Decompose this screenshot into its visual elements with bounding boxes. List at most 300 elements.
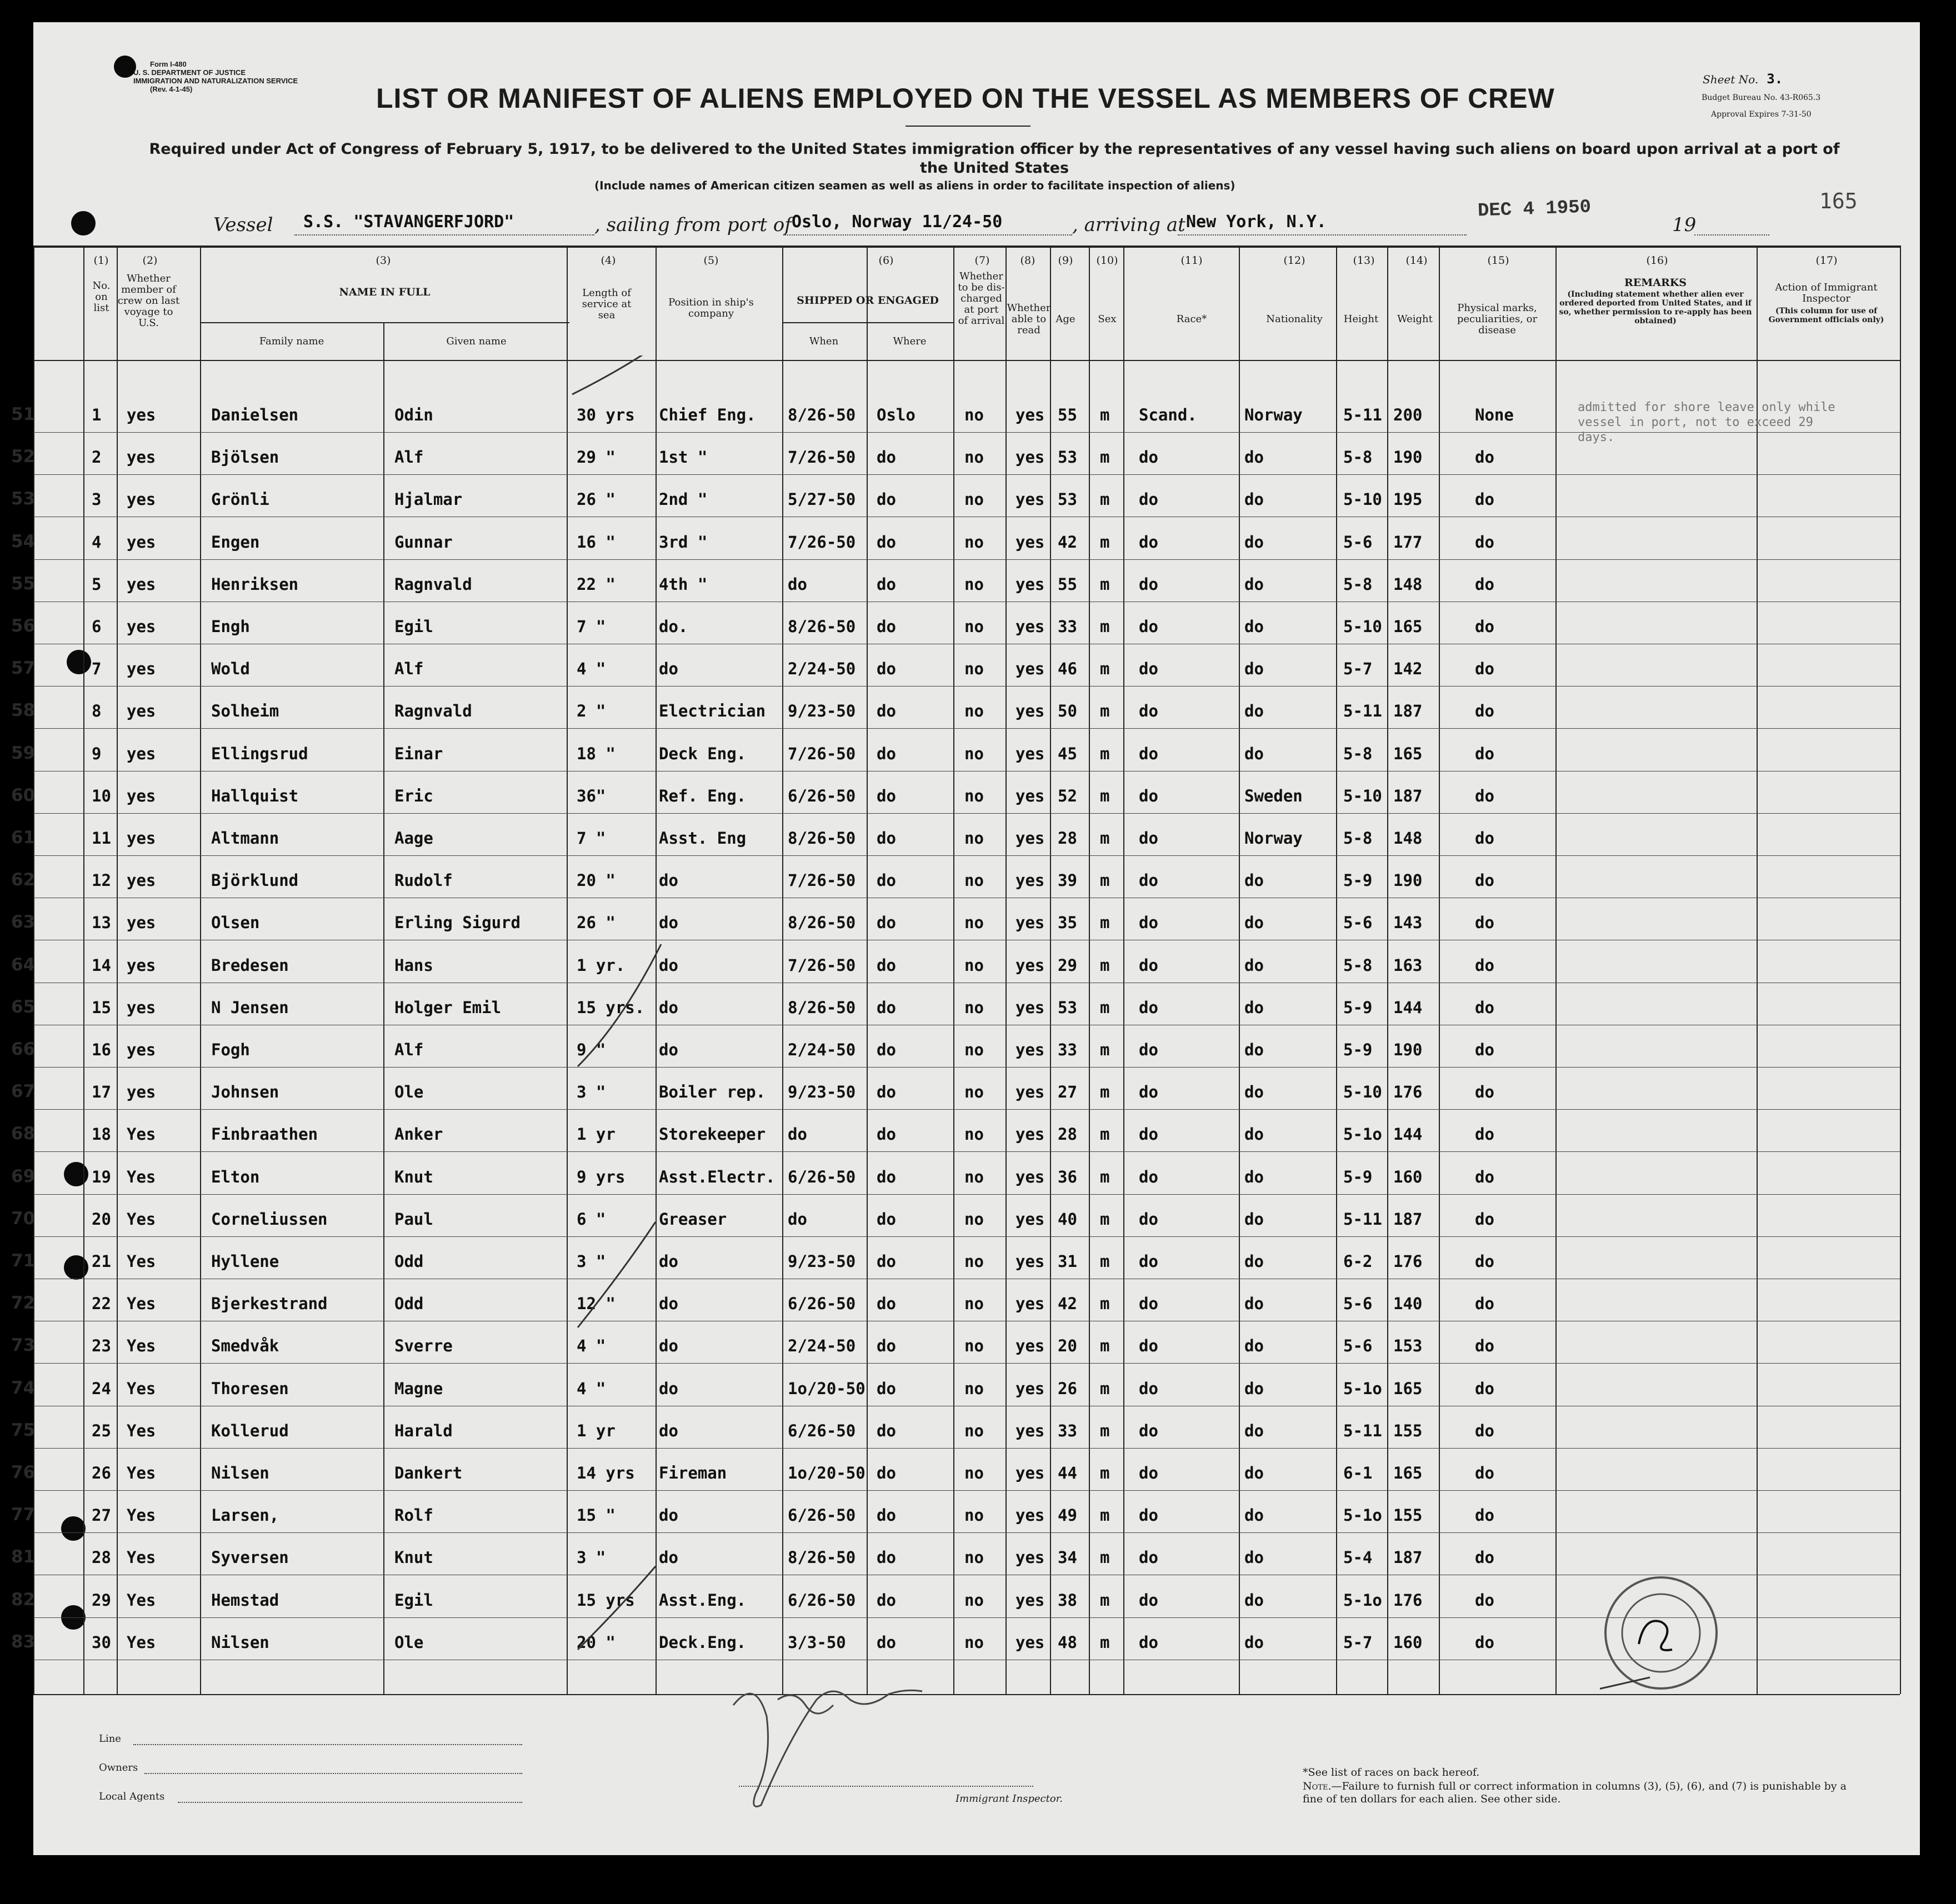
binder-hole (61, 1516, 86, 1541)
cell-nationality: do (1244, 871, 1264, 890)
cell-shipped-when: 6/26-50 (788, 1421, 856, 1440)
cell-shipped-when: 9/23-50 (788, 1252, 856, 1271)
cell-weight: 140 (1393, 1294, 1423, 1314)
cell-weight: 148 (1393, 574, 1423, 594)
cell-height: 5-1o (1343, 1125, 1382, 1144)
cell-shipped-where: do (877, 448, 896, 467)
cell-list-number: 26 (92, 1464, 111, 1482)
cell-position: do (659, 1294, 678, 1314)
cell-list-number: 7 (92, 659, 102, 679)
cell-nationality: do (1244, 617, 1264, 636)
table-column-rule (1050, 245, 1051, 1694)
cell-shipped-when: 8/26-50 (788, 1548, 856, 1567)
cell-height: 5-10 (1343, 786, 1382, 805)
cell-shipped-when: 6/26-50 (788, 786, 856, 805)
cell-shipped-when: 8/26-50 (788, 913, 856, 933)
cell-shipped-when: 7/26-50 (788, 448, 856, 467)
cell-shipped-where: do (877, 617, 896, 636)
cell-physical-marks: do (1475, 702, 1494, 721)
table-column-rule (867, 245, 868, 1694)
cell-age: 36 (1058, 1167, 1077, 1186)
col-header-member-last-voyage: Whether member of crew on last voyage to U.S. (117, 273, 180, 329)
cell-discharged: no (964, 702, 984, 721)
form-id-block (133, 60, 298, 93)
cell-age: 27 (1058, 1083, 1077, 1102)
cell-given-name: Rolf (394, 1506, 433, 1525)
cell-sex: m (1100, 1252, 1110, 1271)
cell-discharged: no (964, 574, 984, 594)
cell-discharged: no (964, 659, 984, 679)
cell-height: 5-8 (1343, 574, 1373, 594)
cell-discharged: no (964, 617, 984, 636)
cell-position: do (659, 1548, 678, 1567)
cell-shipped-where: do (877, 532, 896, 552)
cell-physical-marks: do (1475, 1506, 1494, 1525)
cell-physical-marks: do (1475, 1632, 1494, 1652)
cell-position: do (659, 1379, 678, 1398)
cell-height: 5-7 (1343, 1632, 1373, 1652)
cell-age: 40 (1058, 1209, 1077, 1229)
cell-shipped-when: 8/26-50 (788, 405, 856, 424)
cell-last-voyage: yes (127, 659, 156, 679)
cell-able-to-read: yes (1015, 829, 1045, 848)
row-rule (33, 1363, 1900, 1364)
cell-family-name: Kollerud (211, 1421, 289, 1440)
margin-line-number: 71 (11, 1251, 36, 1271)
cell-weight: 187 (1393, 1209, 1423, 1229)
row-rule (33, 474, 1900, 475)
cell-age: 55 (1058, 574, 1077, 594)
cell-length-service: 20 " (577, 1632, 616, 1652)
cell-list-number: 21 (92, 1252, 111, 1271)
cell-last-voyage: Yes (127, 1125, 156, 1144)
col-header-position: Position in ship's company (668, 297, 754, 319)
row-rule (33, 1236, 1900, 1237)
row-rule (33, 813, 1900, 814)
cell-nationality: do (1244, 1209, 1264, 1229)
cell-height: 5-8 (1343, 744, 1373, 763)
cell-sex: m (1100, 1167, 1110, 1186)
cell-weight: 190 (1393, 1040, 1423, 1059)
cell-given-name: Odin (394, 405, 433, 424)
budget-number: Budget Bureau No. 43-R065.3 (1702, 93, 1821, 102)
table-column-rule (1336, 245, 1337, 1694)
cell-list-number: 20 (92, 1209, 111, 1229)
cell-given-name: Knut (394, 1167, 433, 1186)
binder-hole (67, 650, 91, 674)
include-note: (Include names of American citizen seamen as well as aliens in order to facilitate inspection of aliens) (594, 179, 1235, 192)
name-subheader-rule (200, 322, 569, 323)
cell-shipped-where: Oslo (877, 405, 916, 424)
margin-line-number: 74 (11, 1377, 36, 1398)
cell-sex: m (1100, 405, 1110, 424)
cell-weight: 176 (1393, 1590, 1423, 1610)
cell-last-voyage: yes (127, 574, 156, 594)
cell-weight: 155 (1393, 1421, 1423, 1440)
cell-age: 39 (1058, 871, 1077, 890)
cell-last-voyage: Yes (127, 1548, 156, 1567)
cell-last-voyage: yes (127, 702, 156, 721)
cell-family-name: Engh (211, 617, 250, 636)
col-header-physical-marks: Physical marks, peculiarities, or disease (1457, 302, 1538, 336)
cell-list-number: 3 (92, 490, 102, 509)
cell-age: 33 (1058, 1421, 1077, 1440)
binder-hole (64, 1162, 88, 1186)
col-header-no-on-list: No. on list (92, 280, 111, 314)
margin-line-number: 65 (11, 996, 36, 1017)
form-number: Form I-480 (150, 60, 187, 68)
footer-races-note: *See list of races on back hereof. (1303, 1766, 1480, 1778)
col-header-when: When (809, 335, 839, 347)
margin-line-number: 67 (11, 1081, 36, 1102)
table-column-rule (1239, 245, 1240, 1694)
cell-family-name: Corneliussen (211, 1209, 328, 1229)
cell-position: Asst.Electr. (659, 1167, 776, 1186)
cell-list-number: 15 (92, 998, 111, 1017)
cell-position: Asst.Eng. (659, 1590, 747, 1610)
form-rev: (Rev. 4-1-45) (150, 85, 193, 93)
cell-family-name: Hemstad (211, 1590, 279, 1610)
cell-age: 29 (1058, 955, 1077, 975)
cell-weight: 177 (1393, 532, 1423, 552)
cell-discharged: no (964, 1294, 984, 1314)
table-column-rule (200, 245, 201, 1694)
cell-shipped-when: 5/27-50 (788, 490, 856, 509)
cell-shipped-when: 8/26-50 (788, 617, 856, 636)
cell-race: do (1139, 1209, 1158, 1229)
cell-shipped-where: do (877, 829, 896, 848)
cell-height: 5-9 (1343, 998, 1373, 1017)
cell-position: Fireman (659, 1464, 727, 1482)
cell-age: 44 (1058, 1464, 1077, 1482)
subtitle: Required under Act of Congress of February 5, 1917, to be delivered to the United States immigration officer by the representatives of any vessel having such aliens on board upon arrival at a port of the United States (149, 141, 1840, 177)
sheet-number-block (1703, 71, 1783, 87)
cell-weight: 144 (1393, 998, 1423, 1017)
cell-weight: 148 (1393, 829, 1423, 848)
cell-family-name: Henriksen (211, 574, 299, 594)
cell-length-service: 15 " (577, 1506, 616, 1525)
cell-physical-marks: do (1475, 617, 1494, 636)
margin-line-number: 52 (11, 447, 36, 467)
cell-length-service: 15 yrs. (577, 998, 645, 1017)
row-rule (33, 728, 1900, 729)
cell-able-to-read: yes (1015, 1209, 1045, 1229)
cell-given-name: Einar (394, 744, 443, 763)
table-column-rule (83, 245, 84, 1694)
colnum-15: (15) (1487, 254, 1509, 267)
cell-position: Greaser (659, 1209, 727, 1229)
cell-shipped-where: do (877, 1209, 896, 1229)
colnum-3: (3) (376, 254, 391, 267)
cell-weight: 190 (1393, 871, 1423, 890)
cell-weight: 195 (1393, 490, 1423, 509)
cell-nationality: Sweden (1244, 786, 1303, 805)
cell-weight: 155 (1393, 1506, 1423, 1525)
margin-line-number: 64 (11, 954, 36, 975)
cell-shipped-where: do (877, 1548, 896, 1567)
cell-list-number: 4 (92, 532, 102, 552)
cell-race: do (1139, 1083, 1158, 1102)
cell-weight: 187 (1393, 702, 1423, 721)
cell-family-name: Olsen (211, 913, 260, 933)
cell-last-voyage: yes (127, 871, 156, 890)
cell-nationality: do (1244, 1506, 1264, 1525)
cell-weight: 190 (1393, 448, 1423, 467)
footer-note-label: Note. (1303, 1780, 1332, 1792)
margin-line-number: 63 (11, 912, 36, 933)
cell-able-to-read: yes (1015, 448, 1045, 467)
col-header-family-name: Family name (259, 335, 324, 347)
cell-race: do (1139, 617, 1158, 636)
cell-shipped-where: do (877, 1379, 896, 1398)
cell-list-number: 8 (92, 702, 102, 721)
cell-height: 5-11 (1343, 1421, 1382, 1440)
cell-age: 34 (1058, 1548, 1077, 1567)
cell-race: do (1139, 871, 1158, 890)
cell-length-service: 36" (577, 786, 606, 805)
cell-position: Ref. Eng. (659, 786, 747, 805)
cell-height: 5-6 (1343, 532, 1373, 552)
table-column-rule (1757, 245, 1758, 1694)
cell-length-service: 4 " (577, 659, 606, 679)
row-rule (33, 1109, 1900, 1110)
margin-line-number: 70 (11, 1208, 36, 1229)
cell-nationality: do (1244, 448, 1264, 467)
cell-age: 50 (1058, 702, 1077, 721)
cell-list-number: 5 (92, 574, 102, 594)
cell-weight: 143 (1393, 913, 1423, 933)
cell-height: 5-10 (1343, 617, 1382, 636)
cell-given-name: Egil (394, 617, 433, 636)
cell-discharged: no (964, 998, 984, 1017)
cell-shipped-where: do (877, 659, 896, 679)
cell-nationality: do (1244, 1083, 1264, 1102)
row-rule (33, 686, 1900, 687)
cell-family-name: Hallquist (211, 786, 299, 805)
cell-race: do (1139, 1632, 1158, 1652)
cell-discharged: no (964, 1040, 984, 1059)
col-header-nationality: Nationality (1266, 313, 1323, 325)
margin-line-number: 73 (11, 1335, 36, 1356)
cell-list-number: 12 (92, 871, 111, 890)
cell-physical-marks: do (1475, 1590, 1494, 1610)
cell-nationality: Norway (1244, 829, 1303, 848)
cell-able-to-read: yes (1015, 871, 1045, 890)
cell-age: 53 (1058, 490, 1077, 509)
margin-line-number: 58 (11, 700, 36, 721)
cell-weight: 187 (1393, 786, 1423, 805)
cell-discharged: no (964, 1590, 984, 1610)
col-header-height: Height (1343, 313, 1379, 325)
cell-list-number: 13 (92, 913, 111, 933)
cell-shipped-when: 2/24-50 (788, 1336, 856, 1356)
table-column-rule (1555, 245, 1557, 1694)
cell-height: 5-1o (1343, 1590, 1382, 1610)
cell-last-voyage: yes (127, 448, 156, 467)
cell-length-service: 12 " (577, 1294, 616, 1314)
cell-shipped-where: do (877, 1632, 896, 1652)
cell-shipped-when: 9/23-50 (788, 1083, 856, 1102)
cell-height: 5-1o (1343, 1506, 1382, 1525)
cell-weight: 142 (1393, 659, 1423, 679)
cell-age: 49 (1058, 1506, 1077, 1525)
cell-shipped-where: do (877, 1252, 896, 1271)
cell-family-name: Wold (211, 659, 250, 679)
cell-family-name: Bredesen (211, 955, 289, 975)
cell-given-name: Aage (394, 829, 433, 848)
sailing-port: Oslo, Norway 11/24-50 (792, 212, 1003, 232)
row-rule (33, 1490, 1900, 1491)
cell-able-to-read: yes (1015, 1421, 1045, 1440)
cell-shipped-where: do (877, 1464, 896, 1482)
cell-weight: 163 (1393, 955, 1423, 975)
colnum-2: (2) (142, 254, 158, 267)
cell-height: 5-10 (1343, 490, 1382, 509)
cell-length-service: 1 yr. (577, 955, 626, 975)
cell-given-name: Paul (394, 1209, 433, 1229)
cell-race: do (1139, 1252, 1158, 1271)
cell-shipped-where: do (877, 1590, 896, 1610)
footer-owners-label: Owners (99, 1762, 138, 1773)
cell-sex: m (1100, 490, 1110, 509)
cell-sex: m (1100, 1336, 1110, 1356)
cell-given-name: Ragnvald (394, 702, 472, 721)
cell-last-voyage: yes (127, 1083, 156, 1102)
cell-physical-marks: do (1475, 998, 1494, 1017)
cell-last-voyage: yes (127, 829, 156, 848)
cell-position: 2nd " (659, 490, 708, 509)
cell-age: 28 (1058, 1125, 1077, 1144)
cell-nationality: do (1244, 532, 1264, 552)
cell-race: do (1139, 702, 1158, 721)
cell-sex: m (1100, 1632, 1110, 1652)
col-header-action-inspector: Action of Immigrant Inspector (1775, 282, 1878, 304)
cell-nationality: do (1244, 998, 1264, 1017)
cell-able-to-read: yes (1015, 574, 1045, 594)
margin-line-number: 68 (11, 1124, 36, 1144)
cell-length-service: 6 " (577, 1209, 606, 1229)
cell-physical-marks: do (1475, 448, 1494, 467)
cell-race: do (1139, 744, 1158, 763)
cell-sex: m (1100, 702, 1110, 721)
cell-height: 5-6 (1343, 1336, 1373, 1356)
cell-sex: m (1100, 448, 1110, 467)
cell-shipped-when: 1o/20-50 (788, 1379, 866, 1398)
cell-able-to-read: yes (1015, 744, 1045, 763)
cell-given-name: Knut (394, 1548, 433, 1567)
vessel-label: Vessel (213, 214, 273, 236)
footer-local-agents-label: Local Agents (99, 1791, 165, 1802)
cell-position: do (659, 1252, 678, 1271)
cell-age: 33 (1058, 617, 1077, 636)
cell-last-voyage: yes (127, 955, 156, 975)
cell-physical-marks: do (1475, 1379, 1494, 1398)
cell-given-name: Egil (394, 1590, 433, 1610)
sheet-number-value: 3. (1767, 71, 1783, 87)
cell-physical-marks: do (1475, 1209, 1494, 1229)
cell-discharged: no (964, 448, 984, 467)
cell-family-name: Finbraathen (211, 1125, 318, 1144)
cell-last-voyage: Yes (127, 1506, 156, 1525)
cell-family-name: Danielsen (211, 405, 299, 424)
cell-height: 5-4 (1343, 1548, 1373, 1567)
cell-physical-marks: do (1475, 1548, 1494, 1567)
cell-shipped-where: do (877, 702, 896, 721)
cell-height: 5-11 (1343, 702, 1382, 721)
cell-physical-marks: do (1475, 1125, 1494, 1144)
footer-owners-field (144, 1773, 522, 1774)
cell-shipped-when: 7/26-50 (788, 871, 856, 890)
page-number: 165 (1819, 189, 1858, 213)
footer-immigrant-inspector: Immigrant Inspector. (956, 1793, 1063, 1805)
cell-able-to-read: yes (1015, 1125, 1045, 1144)
cell-discharged: no (964, 871, 984, 890)
cell-physical-marks: do (1475, 1040, 1494, 1059)
cell-position: do (659, 871, 678, 890)
cell-nationality: do (1244, 1379, 1264, 1398)
cell-list-number: 28 (92, 1548, 111, 1567)
cell-physical-marks: do (1475, 1167, 1494, 1186)
cell-height: 5-8 (1343, 829, 1373, 848)
cell-age: 33 (1058, 1040, 1077, 1059)
cell-weight: 200 (1393, 405, 1423, 424)
margin-line-number: 51 (11, 404, 36, 424)
cell-nationality: do (1244, 574, 1264, 594)
cell-able-to-read: yes (1015, 1336, 1045, 1356)
cell-sex: m (1100, 913, 1110, 933)
cell-shipped-when: 6/26-50 (788, 1294, 856, 1314)
cell-given-name: Hjalmar (394, 490, 463, 509)
cell-family-name: N Jensen (211, 998, 289, 1017)
cell-family-name: Altmann (211, 829, 279, 848)
cell-weight: 165 (1393, 617, 1423, 636)
cell-nationality: do (1244, 1252, 1264, 1271)
table-column-rule (1123, 245, 1124, 1694)
cell-race: do (1139, 1506, 1158, 1525)
cell-length-service: 9 yrs (577, 1167, 626, 1186)
cell-able-to-read: yes (1015, 1464, 1045, 1482)
arriving-port: New York, N.Y. (1186, 212, 1327, 232)
cell-sex: m (1100, 532, 1110, 552)
margin-line-number: 66 (11, 1039, 36, 1059)
colnum-16: (16) (1646, 254, 1668, 267)
table-column-rule (782, 245, 783, 1694)
cell-shipped-when: do (788, 1209, 807, 1229)
cell-sex: m (1100, 574, 1110, 594)
cell-able-to-read: yes (1015, 1548, 1045, 1567)
cell-family-name: Syversen (211, 1548, 289, 1567)
row-rule (33, 1532, 1900, 1533)
cell-sex: m (1100, 786, 1110, 805)
cell-height: 6-2 (1343, 1252, 1373, 1271)
cell-given-name: Hans (394, 955, 433, 975)
cell-shipped-when: 8/26-50 (788, 829, 856, 848)
cell-nationality: do (1244, 1294, 1264, 1314)
cell-height: 5-6 (1343, 913, 1373, 933)
cell-last-voyage: Yes (127, 1421, 156, 1440)
colnum-12: (12) (1283, 254, 1305, 267)
cell-shipped-where: do (877, 574, 896, 594)
col-header-sex: Sex (1098, 313, 1117, 325)
cell-shipped-where: do (877, 1294, 896, 1314)
cell-given-name: Anker (394, 1125, 443, 1144)
cell-height: 5-6 (1343, 1294, 1373, 1314)
cell-sex: m (1100, 1379, 1110, 1398)
row-rule (33, 1067, 1900, 1068)
cell-weight: 144 (1393, 1125, 1423, 1144)
cell-shipped-when: do (788, 1125, 807, 1144)
cell-family-name: Fogh (211, 1040, 250, 1059)
